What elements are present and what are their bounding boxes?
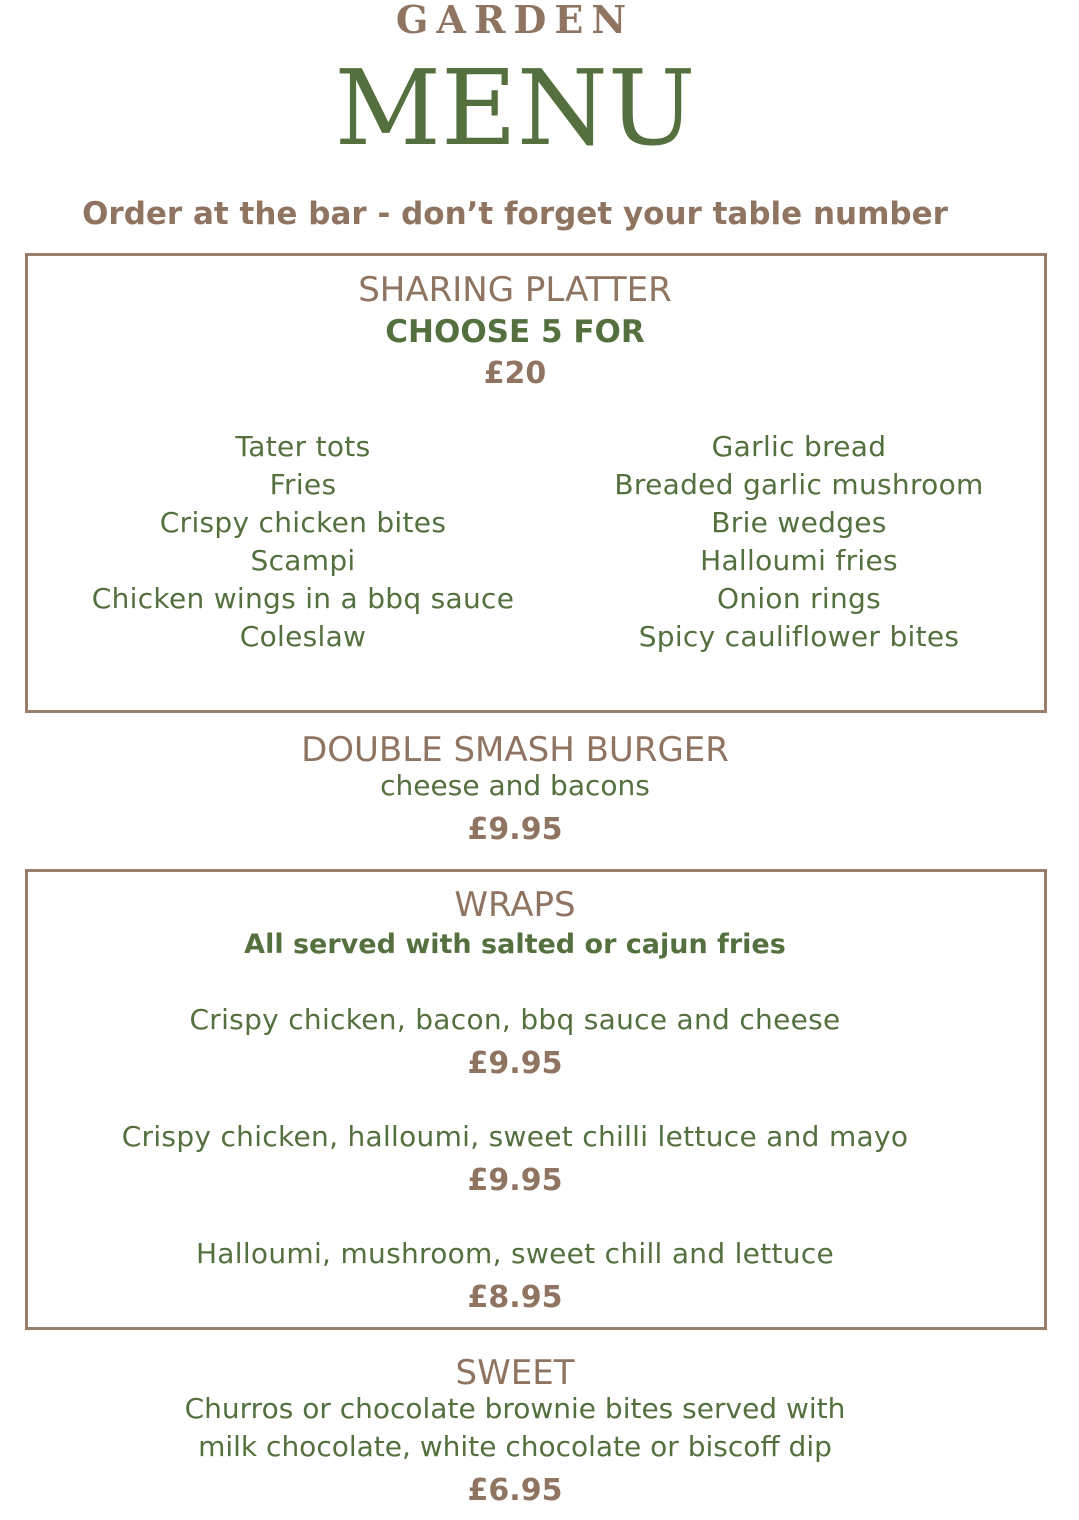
list-item: Garlic bread (711, 430, 887, 463)
sharing-left-list (60, 428, 546, 656)
list-item: Crispy chicken bites (159, 506, 447, 539)
sharing-right-list (576, 428, 1022, 656)
sweet-price: £6.95 (467, 1473, 563, 1508)
list-item: Spicy cauliflower bites (638, 620, 960, 653)
burger-description: cheese and bacons (380, 769, 650, 802)
list-item: Tater tots (235, 430, 371, 463)
order-note: Order at the bar - don’t forget your table number (82, 196, 948, 232)
wrap-item-price: £8.95 (467, 1280, 563, 1315)
wraps-heading: WRAPS (454, 885, 576, 925)
list-item: Scampi (250, 544, 356, 577)
burger-heading: DOUBLE SMASH BURGER (301, 730, 729, 770)
wrap-item-name: Crispy chicken, bacon, bbq sauce and cheese (189, 1003, 841, 1036)
sharing-platter-price: £20 (483, 356, 547, 391)
list-item: Chicken wings in a bbq sauce (91, 582, 515, 615)
wrap-item-price: £9.95 (467, 1163, 563, 1198)
sharing-platter-subheading: CHOOSE 5 FOR (385, 314, 645, 350)
list-item: Brie wedges (711, 506, 887, 539)
menu-title: MENU (334, 47, 696, 169)
list-item: Breaded garlic mushroom (614, 468, 984, 501)
garden-heading: GARDEN (395, 0, 635, 42)
sweet-heading: SWEET (455, 1353, 575, 1393)
sweet-description-line1: Churros or chocolate brownie bites served with (184, 1392, 846, 1425)
wrap-item-name: Crispy chicken, halloumi, sweet chilli lettuce and mayo (121, 1120, 909, 1153)
list-item: Halloumi fries (700, 544, 898, 577)
list-item: Fries (269, 468, 337, 501)
wrap-item-price: £9.95 (467, 1046, 563, 1081)
list-item: Onion rings (716, 582, 882, 615)
wraps-subheading: All served with salted or cajun fries (244, 929, 786, 960)
burger-price: £9.95 (467, 812, 563, 847)
list-item: Coleslaw (239, 620, 367, 653)
sweet-description-line2: milk chocolate, white chocolate or biscoff dip (198, 1430, 832, 1463)
wrap-item-name: Halloumi, mushroom, sweet chill and lettuce (195, 1237, 835, 1270)
sharing-platter-heading: SHARING PLATTER (358, 270, 672, 310)
